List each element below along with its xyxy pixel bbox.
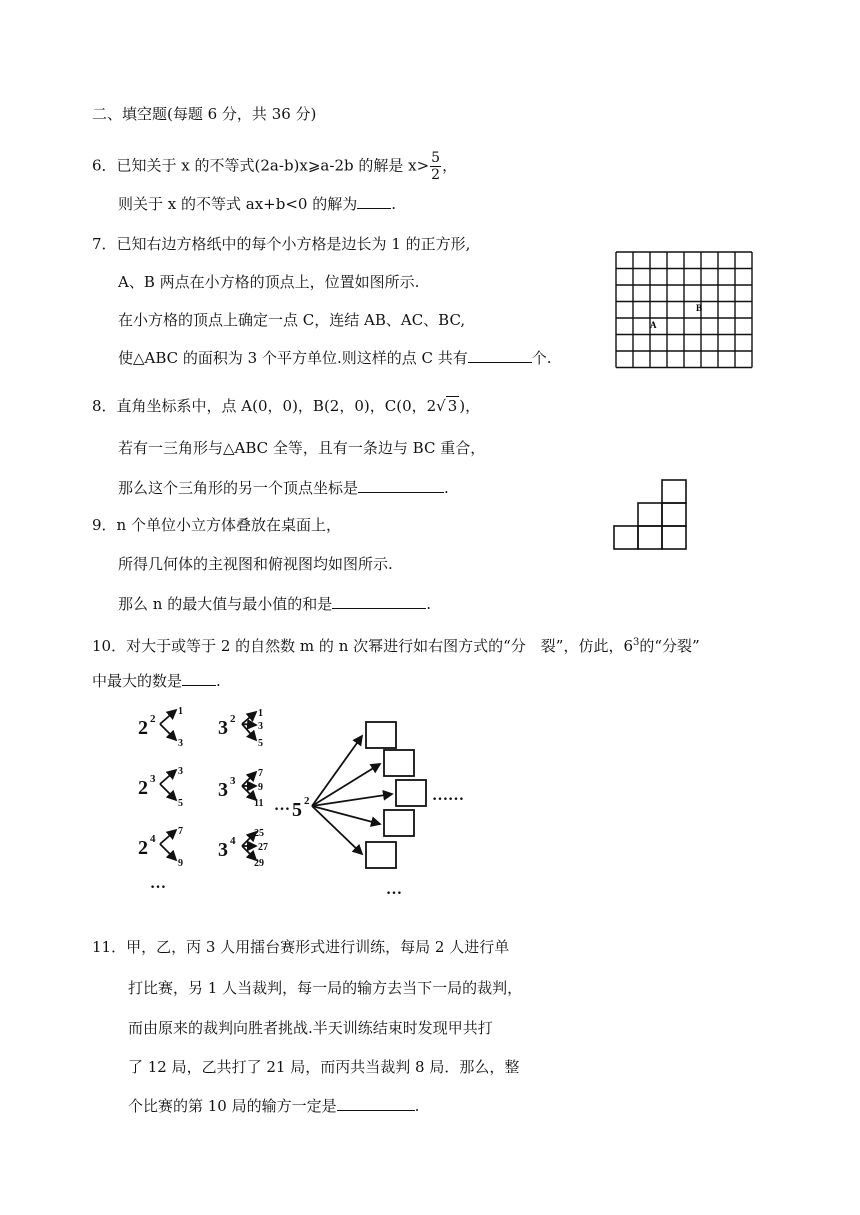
- q9-line2: 所得几何体的主视图和俯视图均如图所示.: [118, 555, 393, 573]
- fig-dots-right: ……: [432, 787, 464, 804]
- q11-line1: 11．甲，乙，丙 3 人用擂台赛形式进行训练，每局 2 人进行单: [92, 938, 510, 956]
- q6-fraction: [430, 150, 441, 183]
- q11-line5: [128, 1096, 419, 1116]
- q10-exponent: 3: [633, 637, 640, 648]
- fig-base-3c: 3: [218, 839, 228, 861]
- fig-3q-r1: 25: [254, 828, 264, 839]
- q9-line3-post: .: [426, 595, 431, 613]
- q11-line5-post: .: [414, 1097, 420, 1115]
- q8-text-post: )，: [459, 397, 481, 415]
- q10-line1: [92, 633, 700, 656]
- q10-text: 10．对大于或等于 2 的自然数 m 的 n 次幂进行如右图方式的“分 裂”，仿此，6: [92, 637, 634, 655]
- q8-answer-blank[interactable]: [358, 478, 444, 493]
- q7-line4-post: 个.: [531, 349, 552, 367]
- q11-line3: 而由原来的裁判向胜者挑战.半天训练结束时发现甲共打: [128, 1019, 493, 1037]
- fig-2cu-r1: 3: [178, 766, 183, 777]
- q9-line1: 9．n 个单位小立方体叠放在桌面上，: [92, 516, 341, 534]
- q11-line4: 了 12 局，乙共打了 21 局，而丙共当裁判 8 局．那么，整: [128, 1058, 520, 1076]
- fig-3cu-r1: 7: [258, 768, 263, 779]
- fig-base-2a: 2: [138, 717, 148, 739]
- q9-cube-view-figure: [612, 478, 692, 552]
- q6-text: 6．已知关于 x 的不等式(2a-b)x⩾a-2b 的解是 x>: [92, 156, 430, 175]
- q10-line2-text: 中最大的数是: [92, 672, 183, 690]
- fig-dots-mid: …: [274, 797, 290, 814]
- q7-grid-figure: [612, 248, 758, 370]
- q11-line5-text: 个比赛的第 10 局的输方一定是: [128, 1097, 337, 1115]
- q6-line2-text: 则关于 x 的不等式 ax+b<0 的解为: [118, 195, 358, 213]
- fig-3sq-r3: 5: [258, 738, 263, 749]
- q7-answer-blank[interactable]: [468, 348, 532, 363]
- q8-line3-text: 那么这个三角形的另一个顶点坐标是: [118, 479, 359, 497]
- fig-exp-2a: 2: [150, 713, 156, 725]
- q8-line1: [92, 396, 480, 416]
- fig-2q-r2: 9: [178, 858, 183, 869]
- fig-exp-2c: 4: [150, 833, 156, 845]
- q7-line1: 7．已知右边方格纸中的每个小方格是边长为 1 的正方形,: [92, 235, 471, 253]
- fig-3q-r2: 27: [258, 842, 268, 853]
- q7-label-b: B: [696, 303, 703, 313]
- q6-answer-blank[interactable]: [357, 194, 391, 209]
- fig-exp-2b: 3: [150, 773, 156, 785]
- q10-line2: [92, 671, 221, 691]
- fig-3cu-r3: 11: [254, 798, 264, 809]
- q6-frac-num: 5: [431, 150, 441, 166]
- q6-line2: [118, 194, 396, 214]
- fig-3sq-r2: 3: [258, 721, 263, 732]
- q10-text-post: 的“分裂”: [639, 637, 700, 655]
- fig-exp-3c: 4: [230, 835, 236, 847]
- q8-line2: 若有一三角形与△ABC 全等，且有一条边与 BC 重合，: [118, 439, 486, 457]
- q6-text-post: ，: [442, 156, 458, 175]
- fig-exp-3b: 3: [230, 775, 236, 787]
- fig-dots-bottom: …: [386, 881, 402, 898]
- fig-base-3b: 3: [218, 779, 228, 801]
- fig-base-2b: 2: [138, 777, 148, 799]
- fig-3cu-r2: 9: [258, 782, 263, 793]
- q6-line1: [92, 150, 457, 183]
- q8-sqrt-radicand: 3: [447, 397, 458, 415]
- fig-exp-5: 2: [304, 795, 310, 807]
- fig-exp-3a: 2: [230, 713, 236, 725]
- q8-text: 8．直角坐标系中，点 A(0，0)，B(2，0)，C(0，2: [92, 397, 437, 415]
- q10-split-figure: [130, 700, 490, 900]
- q8-line3-post: .: [444, 479, 449, 497]
- q9-answer-blank[interactable]: [332, 594, 426, 609]
- fig-2cu-r2: 5: [178, 798, 183, 809]
- q10-answer-blank[interactable]: [182, 671, 216, 686]
- fig-base-5: 5: [292, 799, 302, 821]
- fig-2sq-r2: 3: [178, 738, 183, 749]
- q7-label-a: A: [650, 320, 657, 330]
- q6-frac-den: 2: [431, 167, 441, 183]
- q11-line2: 打比赛，另 1 人当裁判，每一局的输方去当下一局的裁判，: [128, 979, 523, 997]
- q8-line3: [118, 478, 449, 498]
- q9-line3-text: 那么 n 的最大值与最小值的和是: [118, 595, 333, 613]
- fig-2sq-r1: 1: [178, 706, 183, 717]
- fig-3sq-r1: 1: [258, 708, 263, 719]
- fig-base-3a: 3: [218, 717, 228, 739]
- q8-sqrt: √ 3: [436, 397, 458, 415]
- fig-dots-col1: …: [150, 875, 166, 892]
- q9-line3: [118, 594, 431, 614]
- q7-line3: 在小方格的顶点上确定一点 C，连结 AB、AC、BC,: [118, 311, 466, 329]
- q6-line2-post: .: [391, 195, 396, 213]
- q7-line2: A、B 两点在小方格的顶点上，位置如图所示.: [118, 273, 420, 291]
- fig-2q-r1: 7: [178, 826, 183, 837]
- q7-line4-text: 使△ABC 的面积为 3 个平方单位.则这样的点 C 共有: [118, 349, 468, 367]
- q7-line4: [118, 348, 552, 368]
- q10-line2-post: .: [216, 672, 221, 690]
- fig-base-2c: 2: [138, 837, 148, 859]
- fig-3q-r3: 29: [254, 858, 264, 869]
- q11-answer-blank[interactable]: [337, 1096, 415, 1111]
- section-title: 二、填空题(每题 6 分，共 36 分): [92, 105, 317, 123]
